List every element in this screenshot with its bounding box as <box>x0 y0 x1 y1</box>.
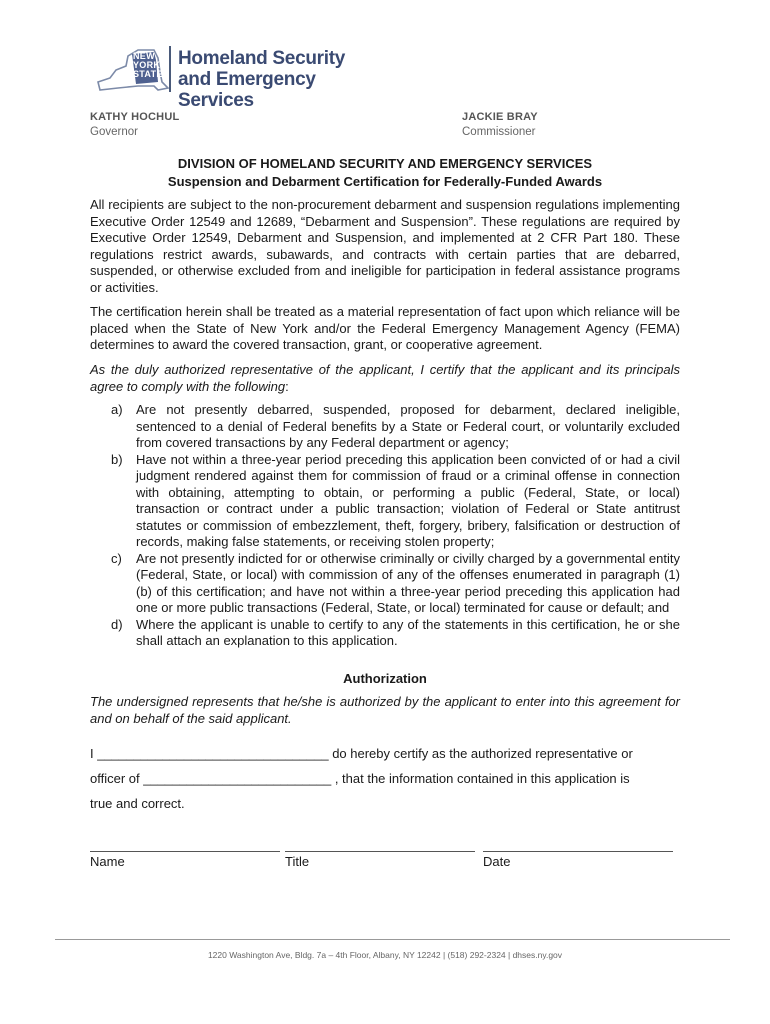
signature-name-field[interactable] <box>90 839 280 869</box>
footer-contact: 1220 Washington Ave, Bldg. 7a – 4th Floor, Albany, NY 12242 | (518) 292-2324 | dhses.ny.gov <box>207 950 563 960</box>
paragraph-regulations: All recipients are subject to the non-procurement debarment and suspension regulations implementing Executive Order 12549 and 12689, “Debarment and Suspension”. These regulations are required by Executive Order 12549, Debarment and Suspension, and implemented at 2 CFR Part 180. These regulations restrict awards, subawards, and contracts with certain parties that are debarred, suspended, or otherwise excluded from and ineligible for participation in federal assistance programs or activities. <box>90 197 680 295</box>
list-item <box>111 617 680 650</box>
list-marker: a) <box>111 402 123 417</box>
document-subtitle: Suspension and Debarment Certification for Federally-Funded Awards <box>167 174 603 189</box>
logo-agency-name <box>178 48 378 111</box>
list-marker: b) <box>111 451 123 467</box>
signature-title-field[interactable] <box>285 839 475 869</box>
logo-agency-line1: Homeland Security <box>178 48 346 69</box>
list-item-text: Where the applicant is unable to certify to any of the statements in this certification, he or she shall attach an explanation to this application. <box>136 616 680 648</box>
list-item <box>111 551 680 617</box>
governor-name: KATHY HOCHUL <box>90 111 180 123</box>
list-item <box>111 452 680 551</box>
governor-title: Governor <box>90 126 138 138</box>
commissioner-name: JACKIE BRAY <box>462 111 538 123</box>
list-marker: c) <box>111 550 122 566</box>
signature-title-line[interactable] <box>285 839 475 852</box>
commissioner-block <box>462 110 538 140</box>
certification-list <box>111 402 680 650</box>
logo-agency-line2: and Emergency Services <box>178 69 316 111</box>
logo-state-label: NEW YORK STATE <box>133 51 163 79</box>
signature-title-label: Title <box>285 854 310 869</box>
logo-divider <box>169 46 171 92</box>
new-york-state-map-icon <box>88 48 176 94</box>
signature-name-label: Name <box>90 854 125 869</box>
certification-intro-text: As the duly authorized representative of the applicant, I certify that the applicant and its principals agree to comply with the following <box>90 362 680 394</box>
footer-divider <box>55 939 730 940</box>
list-item-text: Have not within a three-year period preceding this application been convicted of or had a civil judgment rendered against them for commission of fraud or a criminal offense in connection with obtaining, attempting to obtain, or performing a public (Federal, State, or local) transaction or contract under a public transaction; violation of Federal or State antitrust statutes or commission of embezzlement, theft, forgery, bribery, falsification or destruction of records, making false statements, or receiving stolen property; <box>136 451 680 549</box>
authorization-statement: The undersigned represents that he/she is authorized by the applicant to enter into this agreement for and on behalf of the said applicant. <box>90 694 680 726</box>
certify-line-officer[interactable]: officer of __________________________ , that the information contained in this application is <box>90 771 630 786</box>
signature-date-field[interactable] <box>483 839 673 869</box>
list-item <box>111 402 680 452</box>
authorization-heading: Authorization <box>343 671 427 686</box>
list-item-text: Are not presently indicted for or otherwise criminally or civilly charged by a governmental entity (Federal, State, or local) with commission of any of the offenses enumerated in paragraph (1)(b) of this certification; and have not within a three-year period preceding this application had one or more public transactions (Federal, State, or local) terminated for cause or default; and <box>136 550 680 615</box>
signature-name-line[interactable] <box>90 839 280 852</box>
certification-intro: As the duly authorized representative of the applicant, I certify that the applicant and its principals agree to comply with the following: <box>90 362 680 394</box>
agency-logo <box>88 44 378 111</box>
paragraph-certification: The certification herein shall be treated as a material representation of fact upon which reliance will be placed when the State of New York and/or the Federal Emergency Management Agency (FEMA) determines to award the covered transaction, grant, or cooperative agreement. <box>90 304 680 352</box>
document-title: DIVISION OF HOMELAND SECURITY AND EMERGENCY SERVICES <box>177 156 593 171</box>
signature-date-line[interactable] <box>483 839 673 852</box>
governor-block <box>90 110 179 140</box>
list-item-text: Are not presently debarred, suspended, proposed for debarment, declared ineligible, sentenced to a denial of Federal benefits by a State or Federal court, or voluntarily excluded from covered transactions by any Federal department or agency; <box>136 402 680 450</box>
list-marker: d) <box>111 616 123 632</box>
certify-line-true: true and correct. <box>90 796 185 811</box>
certify-line-name[interactable]: I ________________________________ do hereby certify as the authorized representative or <box>90 746 633 761</box>
commissioner-title: Commissioner <box>462 126 536 138</box>
signature-date-label: Date <box>483 854 511 869</box>
